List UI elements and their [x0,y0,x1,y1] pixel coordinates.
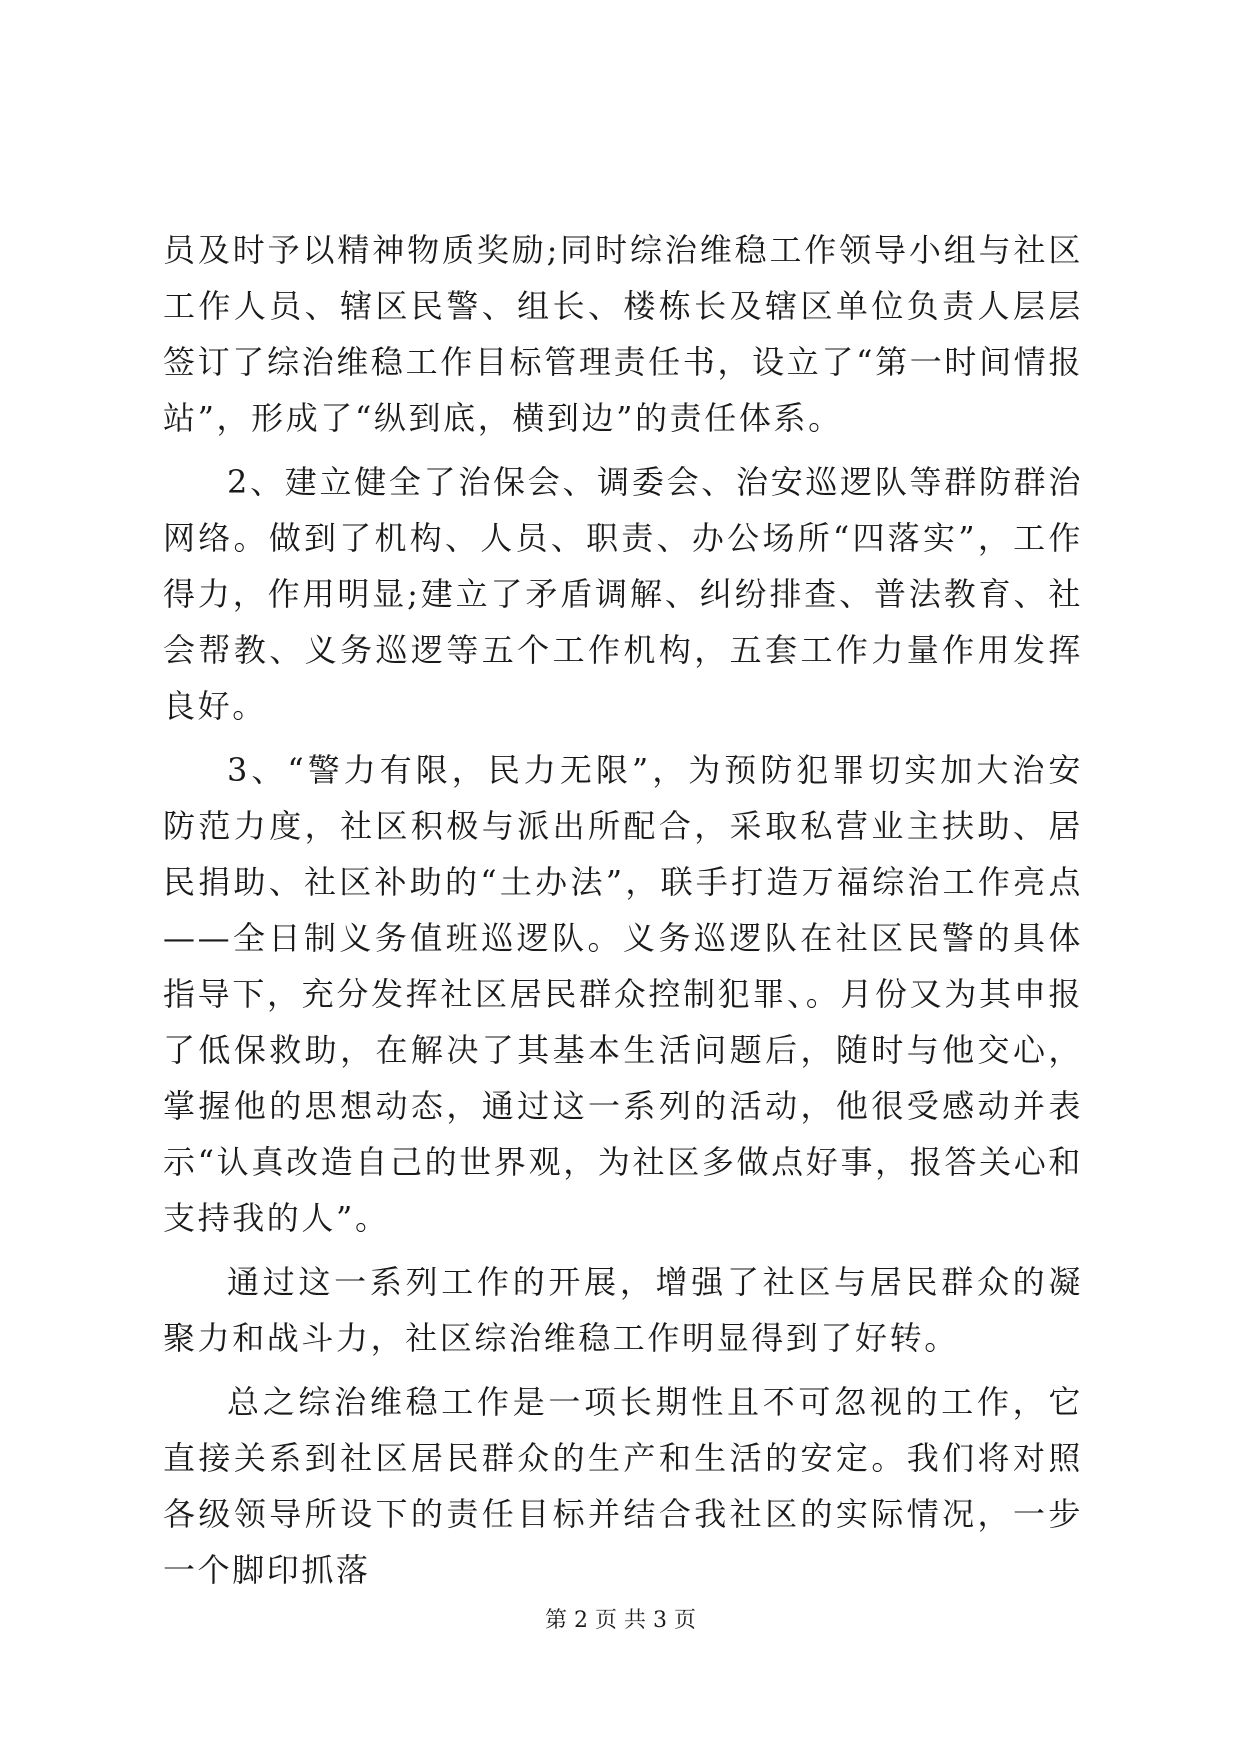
paragraph-item-2: 2、建立健全了治保会、调委会、治安巡逻队等群防群治网络。做到了机构、人员、职责、办公场所“四落实”，工作得力，作用明显;建立了矛盾调解、纠纷排查、普法教育、社会帮教、义务巡逻等五个工作机构，五套工作力量作用发挥良好。 [163,463,1083,725]
paragraph-continuation: 员及时予以精神物质奖励;同时综治维稳工作领导小组与社区工作人员、辖区民警、组长、楼栋长及辖区单位负责人层层签订了综治维稳工作目标管理责任书，设立了“第一时间情报站”，形成了“纵到底，横到边”的责任体系。 [163,231,1083,437]
paragraph-summary: 通过这一系列工作的开展，增强了社区与居民群众的凝聚力和战斗力，社区综治维稳工作明显得到了好转。 [163,1263,1083,1357]
page-footer: 第 2 页 共 3 页 [545,1608,696,1633]
document-body [163,222,1083,1606]
paragraph-item-3: 3、“警力有限，民力无限”，为预防犯罪切实加大治安防范力度，社区积极与派出所配合，采取私营业主扶助、居民捐助、社区补助的“土办法”，联手打造万福综治工作亮点——全日制义务值班巡逻队。义务巡逻队在社区民警的具体指导下，充分发挥社区居民群众控制犯罪、。月份又为其申报了低保救助，在解决了其基本生活问题后，随时与他交心，掌握他的思想动态，通过这一系列的活动，他很受感动并表示“认真改造自己的世界观，为社区多做点好事，报答关心和支持我的人”。 [163,751,1083,1237]
paragraph-conclusion: 总之综治维稳工作是一项长期性且不可忽视的工作，它直接关系到社区居民群众的生产和生活的安定。我们将对照各级领导所设下的责任目标并结合我社区的实际情况，一步一个脚印抓落 [163,1383,1083,1589]
